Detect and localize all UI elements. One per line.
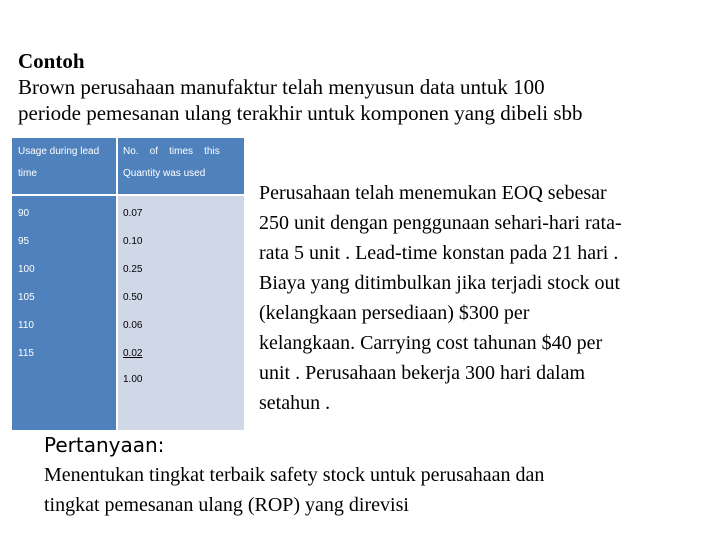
header-separator [12, 194, 244, 196]
description-line: unit . Perusahaan bekerja 300 hari dalam [259, 362, 585, 384]
intro-line-2: periode pemesanan ulang terakhir untuk komponen yang dibeli sbb [18, 101, 583, 125]
table-row-probability: 0.50 [123, 292, 143, 303]
description-line: 250 unit dengan penggunaan sehari-hari rata- [259, 212, 622, 234]
column-separator [116, 138, 118, 430]
table-row-probability: 0.10 [123, 236, 143, 247]
example-title: Contoh [18, 49, 85, 73]
table-row-usage: 90 [18, 208, 30, 219]
description-line: setahun . [259, 392, 331, 414]
table-row-usage: 95 [18, 236, 30, 247]
table-row-probability: 0.07 [123, 208, 143, 219]
table-total: 1.00 [123, 374, 143, 385]
table-row-probability: 0.02 [123, 348, 143, 359]
example-heading-block [18, 48, 708, 126]
question-title: Pertanyaan: [44, 433, 165, 457]
table-row-usage: 105 [18, 292, 35, 303]
description-line: Biaya yang ditimbulkan jika terjadi stock out [259, 272, 621, 294]
table-row-probability: 0.06 [123, 320, 143, 331]
header-usage-line-2: time [18, 168, 37, 179]
intro-line-1: Brown perusahaan manufaktur telah menyusun data untuk 100 [18, 75, 545, 99]
table-row-probability: 0.25 [123, 264, 143, 275]
header-usage-line-1: Usage during lead [18, 146, 100, 157]
header-quantity-line-1: No. of times this [123, 146, 220, 157]
description-line: (kelangkaan persediaan) $300 per [259, 302, 530, 324]
description-line: kelangkaan. Carrying cost tahunan $40 per [259, 332, 603, 354]
question-line-2: tingkat pemesanan ulang (ROP) yang direvisi [44, 494, 409, 516]
problem-description [259, 178, 709, 418]
question-block [44, 430, 704, 520]
usage-table [12, 138, 244, 430]
table-row-usage: 110 [18, 320, 34, 331]
table-row-usage: 115 [18, 348, 34, 359]
header-quantity-line-2: Quantity was used [123, 168, 206, 179]
table-row-usage: 100 [18, 264, 35, 275]
description-line: rata 5 unit . Lead-time konstan pada 21 hari . [259, 242, 619, 264]
question-line-1: Menentukan tingkat terbaik safety stock untuk perusahaan dan [44, 464, 545, 486]
description-line: Perusahaan telah menemukan EOQ sebesar [259, 182, 607, 204]
